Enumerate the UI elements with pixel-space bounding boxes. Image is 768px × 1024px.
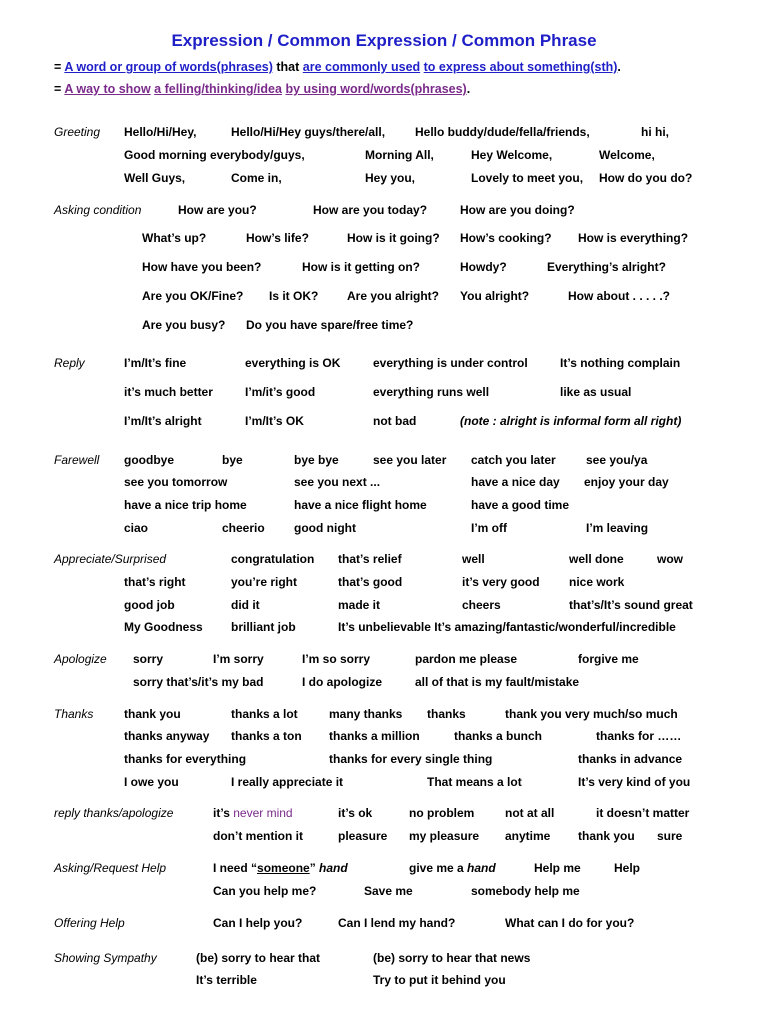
phrase: Hello/Hi/Hey, [124, 125, 197, 139]
phrase: You alright? [460, 289, 530, 303]
phrase: Help [614, 861, 641, 875]
phrase: How do you do? [599, 171, 693, 185]
phrase: made it [338, 598, 381, 612]
phrase: thanks a ton [231, 729, 302, 743]
definition-phrase: are commonly used [302, 60, 421, 74]
phrase: Save me [364, 884, 413, 898]
phrase: not at all [505, 806, 555, 820]
category-offering-help: Offering Help [54, 916, 125, 930]
phrase: thank you very much/so much [505, 707, 678, 721]
phrase: that’s/It’s sound great [569, 598, 693, 612]
phrase: that’s good [338, 575, 403, 589]
phrase: I’m/It’s fine [124, 356, 187, 370]
phrase: wow [657, 552, 683, 566]
phrase: don’t mention it [213, 829, 303, 843]
phrase-underlined: someone [257, 861, 310, 875]
phrase-part: I need “ [213, 861, 258, 875]
phrase: It’s very kind of you [578, 775, 691, 789]
category-greeting: Greeting [54, 125, 101, 139]
phrase: congratulation [231, 552, 315, 566]
phrase: that’s right [124, 575, 186, 589]
phrase: thank you [124, 707, 181, 721]
category-appreciate: Appreciate/Surprised [54, 552, 167, 566]
phrase: see you later [373, 453, 447, 467]
phrase: sorry [133, 652, 164, 666]
definition-1 [54, 60, 621, 74]
phrase: Can you help me? [213, 884, 317, 898]
definition-2 [54, 82, 470, 96]
category-asking-help: Asking/Request Help [54, 861, 167, 875]
phrase: did it [231, 598, 260, 612]
phrase-italic: hand [319, 861, 348, 875]
phrase: have a good time [471, 498, 570, 512]
phrase: I’m/It’s OK [245, 414, 304, 428]
phrase: have a nice trip home [124, 498, 247, 512]
phrase: hi hi, [641, 125, 669, 139]
phrase: I’m leaving [586, 521, 649, 535]
phrase: How are you today? [313, 203, 428, 217]
phrase: brilliant job [231, 620, 296, 634]
phrase: it doesn’t matter [596, 806, 690, 820]
definition-phrase: A way to show [64, 82, 151, 96]
phrase: I’m sorry [213, 652, 264, 666]
phrase: everything runs well [373, 385, 490, 399]
phrase: My Goodness [124, 620, 203, 634]
phrase: pardon me please [415, 652, 518, 666]
definition-phrase: to express about something(sth) [423, 60, 618, 74]
phrase: Lovely to meet you, [471, 171, 584, 185]
phrase: Come in, [231, 171, 282, 185]
phrase: it’s very good [462, 575, 540, 589]
phrase [213, 861, 348, 875]
phrase: thanks for everything [124, 752, 247, 766]
category-asking-condition: Asking condition [54, 203, 142, 217]
phrase: I’m/It’s alright [124, 414, 202, 428]
phrase: How is everything? [578, 231, 689, 245]
page-title: Expression / Common Expression / Common Phrase [171, 31, 597, 50]
definition-prefix: = [54, 60, 65, 74]
phrase-highlight: never mind [233, 806, 293, 820]
phrase: bye [222, 453, 243, 467]
category-sympathy: Showing Sympathy [54, 951, 157, 965]
phrase: see you next ... [294, 475, 381, 489]
phrase: no problem [409, 806, 475, 820]
definition-phrase: A word or group of words(phrases) [64, 60, 273, 74]
phrase: see you tomorrow [124, 475, 228, 489]
phrase: It’s nothing complain [560, 356, 681, 370]
phrase: not bad [373, 414, 417, 428]
phrase: thanks [427, 707, 466, 721]
phrase: thanks anyway [124, 729, 210, 743]
definition-phrase: by using word/words(phrases) [285, 82, 467, 96]
definition-phrase: a felling/thinking/idea [154, 82, 282, 96]
phrase: Hello/Hi/Hey guys/there/all, [231, 125, 386, 139]
phrase: thanks for every single thing [329, 752, 493, 766]
category-farewell: Farewell [54, 453, 100, 467]
phrase: (be) sorry to hear that [196, 951, 321, 965]
phrase: It’s unbelievable It’s amazing/fantastic/wonderful/incredible [338, 620, 676, 634]
phrase: Hey Welcome, [471, 148, 553, 162]
phrase: thanks a lot [231, 707, 298, 721]
phrase: I owe you [124, 775, 179, 789]
phrase: that’s relief [338, 552, 402, 566]
note: (note : alright is informal form all right) [460, 414, 682, 428]
phrase: sorry that’s/it’s my bad [133, 675, 264, 689]
phrase: it’s much better [124, 385, 213, 399]
phrase: I really appreciate it [231, 775, 344, 789]
phrase: you’re right [231, 575, 298, 589]
phrase: ciao [124, 521, 149, 535]
phrase: goodbye [124, 453, 174, 467]
phrase: How is it going? [347, 231, 440, 245]
phrase: I’m so sorry [302, 652, 371, 666]
definition-suffix: . [466, 82, 471, 96]
phrase: enjoy your day [584, 475, 669, 489]
phrase: catch you later [471, 453, 556, 467]
phrase: good job [124, 598, 175, 612]
phrase: pleasure [338, 829, 388, 843]
phrase: What’s up? [142, 231, 207, 245]
phrase: all of that is my fault/mistake [415, 675, 580, 689]
phrase: thanks a million [329, 729, 420, 743]
category-reply: Reply [54, 356, 85, 370]
phrase: Good morning everybody/guys, [124, 148, 305, 162]
phrase: Hey you, [365, 171, 416, 185]
phrase: sure [657, 829, 683, 843]
phrase: thanks for …… [596, 729, 682, 743]
phrase: everything is OK [245, 356, 341, 370]
phrase [409, 861, 496, 875]
phrase: How is it getting on? [302, 260, 420, 274]
phrase: How about . . . . .? [568, 289, 670, 303]
phrase-part: give me a [409, 861, 468, 875]
phrase: Is it OK? [269, 289, 319, 303]
phrase: That means a lot [427, 775, 522, 789]
phrase-part: it’s [213, 806, 234, 820]
phrase: (be) sorry to hear that news [373, 951, 531, 965]
phrase: everything is under control [373, 356, 528, 370]
phrase: have a nice flight home [294, 498, 427, 512]
phrase: Morning All, [365, 148, 434, 162]
category-thanks: Thanks [54, 707, 94, 721]
category-apologize: Apologize [54, 652, 107, 666]
phrase: Everything’s alright? [547, 260, 666, 274]
phrase: How are you doing? [460, 203, 575, 217]
phrase-part: ” [309, 861, 320, 875]
phrase: nice work [569, 575, 625, 589]
phrase: many thanks [329, 707, 403, 721]
phrase: my pleasure [409, 829, 480, 843]
phrase: Try to put it behind you [373, 973, 506, 987]
phrase: How’s life? [246, 231, 309, 245]
phrase: Are you OK/Fine? [142, 289, 244, 303]
phrase-italic: hand [467, 861, 496, 875]
phrase: Can I lend my hand? [338, 916, 456, 930]
phrase: cheers [462, 598, 501, 612]
phrase: Can I help you? [213, 916, 303, 930]
phrase: anytime [505, 829, 551, 843]
phrase: well [462, 552, 485, 566]
phrase: Hello buddy/dude/fella/friends, [415, 125, 590, 139]
phrase: thank you [578, 829, 635, 843]
phrase: Welcome, [599, 148, 655, 162]
phrase: It’s terrible [196, 973, 257, 987]
category-reply-thanks: reply thanks/apologize [54, 806, 174, 820]
phrase: see you/ya [586, 453, 648, 467]
phrase: it’s ok [338, 806, 373, 820]
phrase: like as usual [560, 385, 632, 399]
phrase: have a nice day [471, 475, 560, 489]
phrase: I’m/it’s good [245, 385, 316, 399]
phrase: What can I do for you? [505, 916, 635, 930]
phrase: well done [569, 552, 624, 566]
phrase: Do you have spare/free time? [246, 318, 414, 332]
phrase: How are you? [178, 203, 257, 217]
phrase: forgive me [578, 652, 639, 666]
definition-suffix: . [617, 60, 621, 74]
phrase: thanks in advance [578, 752, 683, 766]
definition-prefix: = [54, 82, 65, 96]
phrase: Howdy? [460, 260, 507, 274]
phrase [213, 806, 293, 820]
phrase: I do apologize [302, 675, 382, 689]
phrase: bye bye [294, 453, 339, 467]
phrase: thanks a bunch [454, 729, 543, 743]
phrase: I’m off [471, 521, 507, 535]
phrase: cheerio [222, 521, 265, 535]
phrase: somebody help me [471, 884, 580, 898]
phrase: Are you alright? [347, 289, 440, 303]
phrase: good night [294, 521, 356, 535]
phrase: How have you been? [142, 260, 262, 274]
phrase: How’s cooking? [460, 231, 552, 245]
phrase: Are you busy? [142, 318, 226, 332]
definition-connector: that [272, 60, 303, 74]
phrase: Well Guys, [124, 171, 186, 185]
phrase: Help me [534, 861, 581, 875]
